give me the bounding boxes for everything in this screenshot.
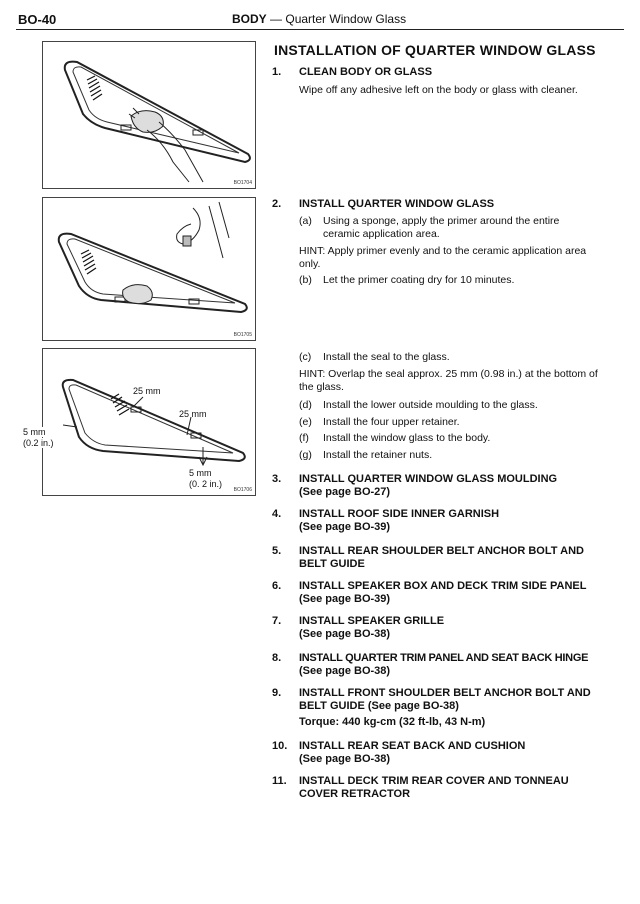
step-number: 9.	[272, 687, 282, 699]
header-separator: —	[270, 12, 283, 26]
hint-primer: HINT: Apply primer evenly and to the ceramic application area only.	[299, 245, 587, 270]
step-title: INSTALL ROOF SIDE INNER GARNISH	[299, 508, 500, 520]
step-title: INSTALL REAR SHOULDER BELT ANCHOR BOLT AND BELT GUIDE	[299, 545, 584, 570]
substep-letter: (d)	[299, 399, 312, 411]
step-title: INSTALL QUARTER TRIM PANEL AND SEAT BACK HINGE	[299, 652, 589, 664]
substep-text: Install the seal to the glass.	[323, 351, 450, 363]
page-reference: (See page BO-38)	[299, 753, 391, 765]
illustration-wipe-glass	[43, 42, 255, 188]
substep-text: Install the lower outside moulding to the glass.	[323, 399, 538, 411]
illustration-apply-primer	[43, 198, 255, 340]
dimension-label-left-mm: 5 mm	[23, 427, 46, 437]
step-number: 3.	[272, 473, 282, 485]
substep-text: Let the primer coating dry for 10 minutes.	[323, 274, 515, 286]
step-number: 11.	[272, 775, 287, 787]
step-number: 7.	[272, 615, 282, 627]
substep-letter: (a)	[299, 215, 312, 227]
page-reference: (See page BO-27)	[299, 486, 391, 498]
hint-seal: HINT: Overlap the seal approx. 25 mm (0.98 in.) at the bottom of the glass.	[299, 368, 598, 393]
page-reference: (See page BO-38)	[299, 665, 391, 677]
dimension-label-top: 25 mm	[133, 386, 161, 396]
substep-text: Install the retainer nuts.	[323, 449, 433, 461]
figure-code: BO1704	[233, 180, 252, 186]
figure-code: BO1705	[233, 332, 252, 338]
figure-primer	[42, 197, 256, 341]
page-reference: (See page BO-38)	[299, 628, 391, 640]
step-title: INSTALL SPEAKER BOX AND DECK TRIM SIDE PANEL	[299, 580, 587, 592]
substep-letter: (e)	[299, 416, 312, 428]
step-number: 4.	[272, 508, 282, 520]
step-number: 6.	[272, 580, 282, 592]
page-number: BO-40	[18, 12, 57, 27]
page-reference: (See page BO-39)	[299, 521, 391, 533]
dimension-label-right: 25 mm	[179, 409, 207, 419]
step-number: 8.	[272, 652, 282, 664]
page-reference: (See page BO-39)	[299, 593, 391, 605]
dimension-label-bottom-in: (0. 2 in.)	[189, 479, 223, 489]
substep-text: Using a sponge, apply the primer around the entire ceramic application area.	[323, 215, 560, 240]
section-title: BODY	[232, 12, 267, 26]
step-title: INSTALL REAR SEAT BACK AND CUSHION	[299, 740, 526, 752]
running-header	[232, 12, 406, 26]
step-title: INSTALL DECK TRIM REAR COVER AND TONNEAU COVER RETRACTOR	[299, 775, 569, 800]
step-title: INSTALL QUARTER WINDOW GLASS	[299, 198, 495, 210]
step-number: 2.	[272, 198, 282, 210]
figure-code: BO1706	[233, 487, 252, 493]
substep-letter: (g)	[299, 449, 312, 461]
step-title: INSTALL QUARTER WINDOW GLASS MOULDING	[299, 473, 558, 485]
step-title: INSTALL SPEAKER GRILLE	[299, 615, 445, 627]
step-title: CLEAN BODY OR GLASS	[299, 66, 433, 78]
torque-spec: Torque: 440 kg-cm (32 ft-lb, 43 N-m)	[299, 716, 486, 728]
step-number: 5.	[272, 545, 282, 557]
figure-clean-glass	[42, 41, 256, 189]
substep-letter: (f)	[299, 432, 309, 444]
step-title: INSTALL FRONT SHOULDER BELT ANCHOR BOLT AND BELT GUIDE (See page BO-38)	[299, 687, 591, 712]
dimension-label-bottom-mm: 5 mm	[189, 468, 212, 478]
step-number: 10.	[272, 740, 288, 752]
substep-letter: (c)	[299, 351, 312, 363]
substep-text: Install the window glass to the body.	[323, 432, 491, 444]
header-rule	[16, 29, 624, 30]
substep-text: Install the four upper retainer.	[323, 416, 460, 428]
step-number: 1.	[272, 66, 282, 78]
dimension-label-left-in: (0.2 in.)	[23, 438, 54, 448]
step-1-body: Wipe off any adhesive left on the body or glass with cleaner.	[299, 84, 578, 96]
substep-letter: (b)	[299, 274, 312, 286]
figure-seal-overlap	[23, 348, 256, 496]
section-heading: INSTALLATION OF QUARTER WINDOW GLASS	[274, 42, 596, 58]
diagram-seal-dimensions	[43, 349, 255, 495]
subsection-title: Quarter Window Glass	[285, 12, 407, 26]
